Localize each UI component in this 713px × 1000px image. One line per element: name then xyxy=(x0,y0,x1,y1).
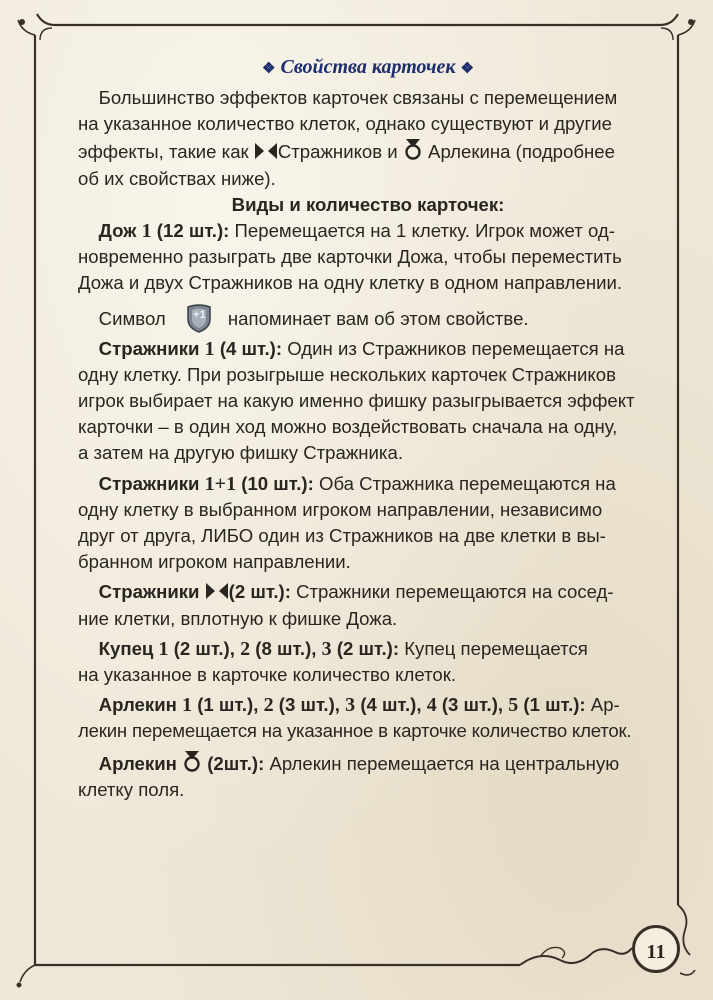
ornament-right-icon: ❖ xyxy=(460,61,474,77)
card-text: Дожа и двух Стражников на одну клетку в одном направлении. xyxy=(78,272,623,294)
card-text: друг от друга, ЛИБО один из Стражников на две клетки в вы- xyxy=(78,525,606,547)
intro-paragraph xyxy=(78,85,658,192)
card-count: (2шт.): xyxy=(207,752,265,774)
guards-arrows-icon xyxy=(254,141,278,161)
card-count: (2 шт.), xyxy=(173,637,235,659)
card-text: одну клетку в выбранном игроком направлении, независимо xyxy=(78,498,603,520)
card-text: Оба Стражника перемещаются на xyxy=(318,472,616,494)
guards-arrows-icon xyxy=(205,581,229,601)
merchant-entry xyxy=(78,636,658,688)
doge-entry xyxy=(78,218,658,333)
card-text: игрок выбирает на какую именно фишку разыгрывается эффект xyxy=(78,390,635,412)
card-text: Символ xyxy=(98,307,166,329)
content xyxy=(78,52,658,803)
harlequin-icon xyxy=(403,137,423,161)
card-text: напоминает вам об этом свойстве. xyxy=(227,307,529,329)
card-number: 1+1 xyxy=(204,472,237,495)
harlequin-entry-1 xyxy=(78,692,658,744)
card-text: Ар- xyxy=(590,694,620,716)
card-count: (2 шт.): xyxy=(336,637,400,659)
card-count: (12 шт.): xyxy=(156,220,230,242)
harlequin-entry-2 xyxy=(78,749,658,803)
intro-line: Арлекина (подробнее xyxy=(428,141,615,163)
card-text: карточки – в один ход можно воздействовать сначала на одну, xyxy=(78,416,618,438)
shield-label: +1 xyxy=(193,308,206,321)
page-number: 11 xyxy=(632,925,680,973)
card-number: 3 xyxy=(345,694,356,717)
card-name: Купец xyxy=(98,637,154,659)
card-text: а затем на другую фишку Стражника. xyxy=(78,442,403,464)
card-number: 3 xyxy=(321,637,332,660)
card-name: Арлекин xyxy=(98,694,177,716)
page-title-text: Свойства карточек xyxy=(280,56,456,78)
card-number: 2 xyxy=(240,637,251,660)
card-text: лекин перемещается на указанное в карточке количество клеток. xyxy=(78,720,632,742)
intro-line: эффекты, такие как xyxy=(78,141,249,163)
card-count: (8 шт.), xyxy=(255,637,317,659)
card-name: Стражники xyxy=(98,472,200,494)
card-text: новременно разыграть две карточки Дожа, чтобы переместить xyxy=(78,246,622,268)
card-text: бранном игроком направлении. xyxy=(78,551,351,573)
guards-entry-3 xyxy=(78,579,658,631)
intro-line: на указанное количество клеток, однако существуют и другие xyxy=(78,113,612,135)
card-number: 1 xyxy=(141,220,152,243)
section-heading: Виды и количество карточек: xyxy=(231,193,505,215)
card-number: 2 xyxy=(263,694,274,717)
card-text: Купец перемещается xyxy=(404,637,588,659)
card-count: (1 шт.), xyxy=(197,694,259,716)
card-text: на указанное в карточке количество клеток. xyxy=(78,664,457,686)
card-text: Арлекин перемещается на центральную xyxy=(269,752,620,774)
card-count: (4 шт.): xyxy=(219,337,283,359)
ornament-left-icon: ❖ xyxy=(262,61,276,77)
card-count: (4 шт.), xyxy=(360,694,422,716)
card-count: (1 шт.): xyxy=(523,694,586,716)
intro-line: об их свойствах ниже). xyxy=(78,167,276,189)
card-text: Один из Стражников перемещается на xyxy=(287,337,625,359)
shield-icon xyxy=(186,303,212,333)
card-text: клетку поля. xyxy=(78,778,185,800)
card-number: 4 xyxy=(426,694,437,717)
intro-line: Большинство эффектов карточек связаны с перемещением xyxy=(98,87,618,108)
card-number: 1 xyxy=(158,637,169,660)
card-name: Стражники xyxy=(98,337,200,359)
harlequin-icon xyxy=(182,749,202,773)
guards-entry-2 xyxy=(78,471,658,576)
page-title xyxy=(78,52,658,82)
card-number: 5 xyxy=(508,694,519,717)
intro-line: Стражников и xyxy=(277,141,398,163)
card-text: ние клетки, вплотную к фишке Дожа. xyxy=(78,607,398,629)
card-name: Арлекин xyxy=(98,752,177,774)
card-count: (10 шт.): xyxy=(241,472,314,494)
card-count: (3 шт.), xyxy=(441,694,504,716)
card-name: Дож xyxy=(98,220,137,242)
guards-entry-1 xyxy=(78,336,658,467)
card-number: 1 xyxy=(182,694,193,717)
card-text: одну клетку. При розыгрыше нескольких карточек Стражников xyxy=(78,363,616,385)
card-count: (2 шт.): xyxy=(228,581,291,603)
card-count: (3 шт.), xyxy=(278,694,340,716)
card-text: Стражники перемещаются на сосед- xyxy=(296,581,614,603)
card-number: 1 xyxy=(204,337,215,360)
card-name: Стражники xyxy=(98,581,200,603)
card-text: Перемещается на 1 клетку. Игрок может од- xyxy=(234,220,615,242)
